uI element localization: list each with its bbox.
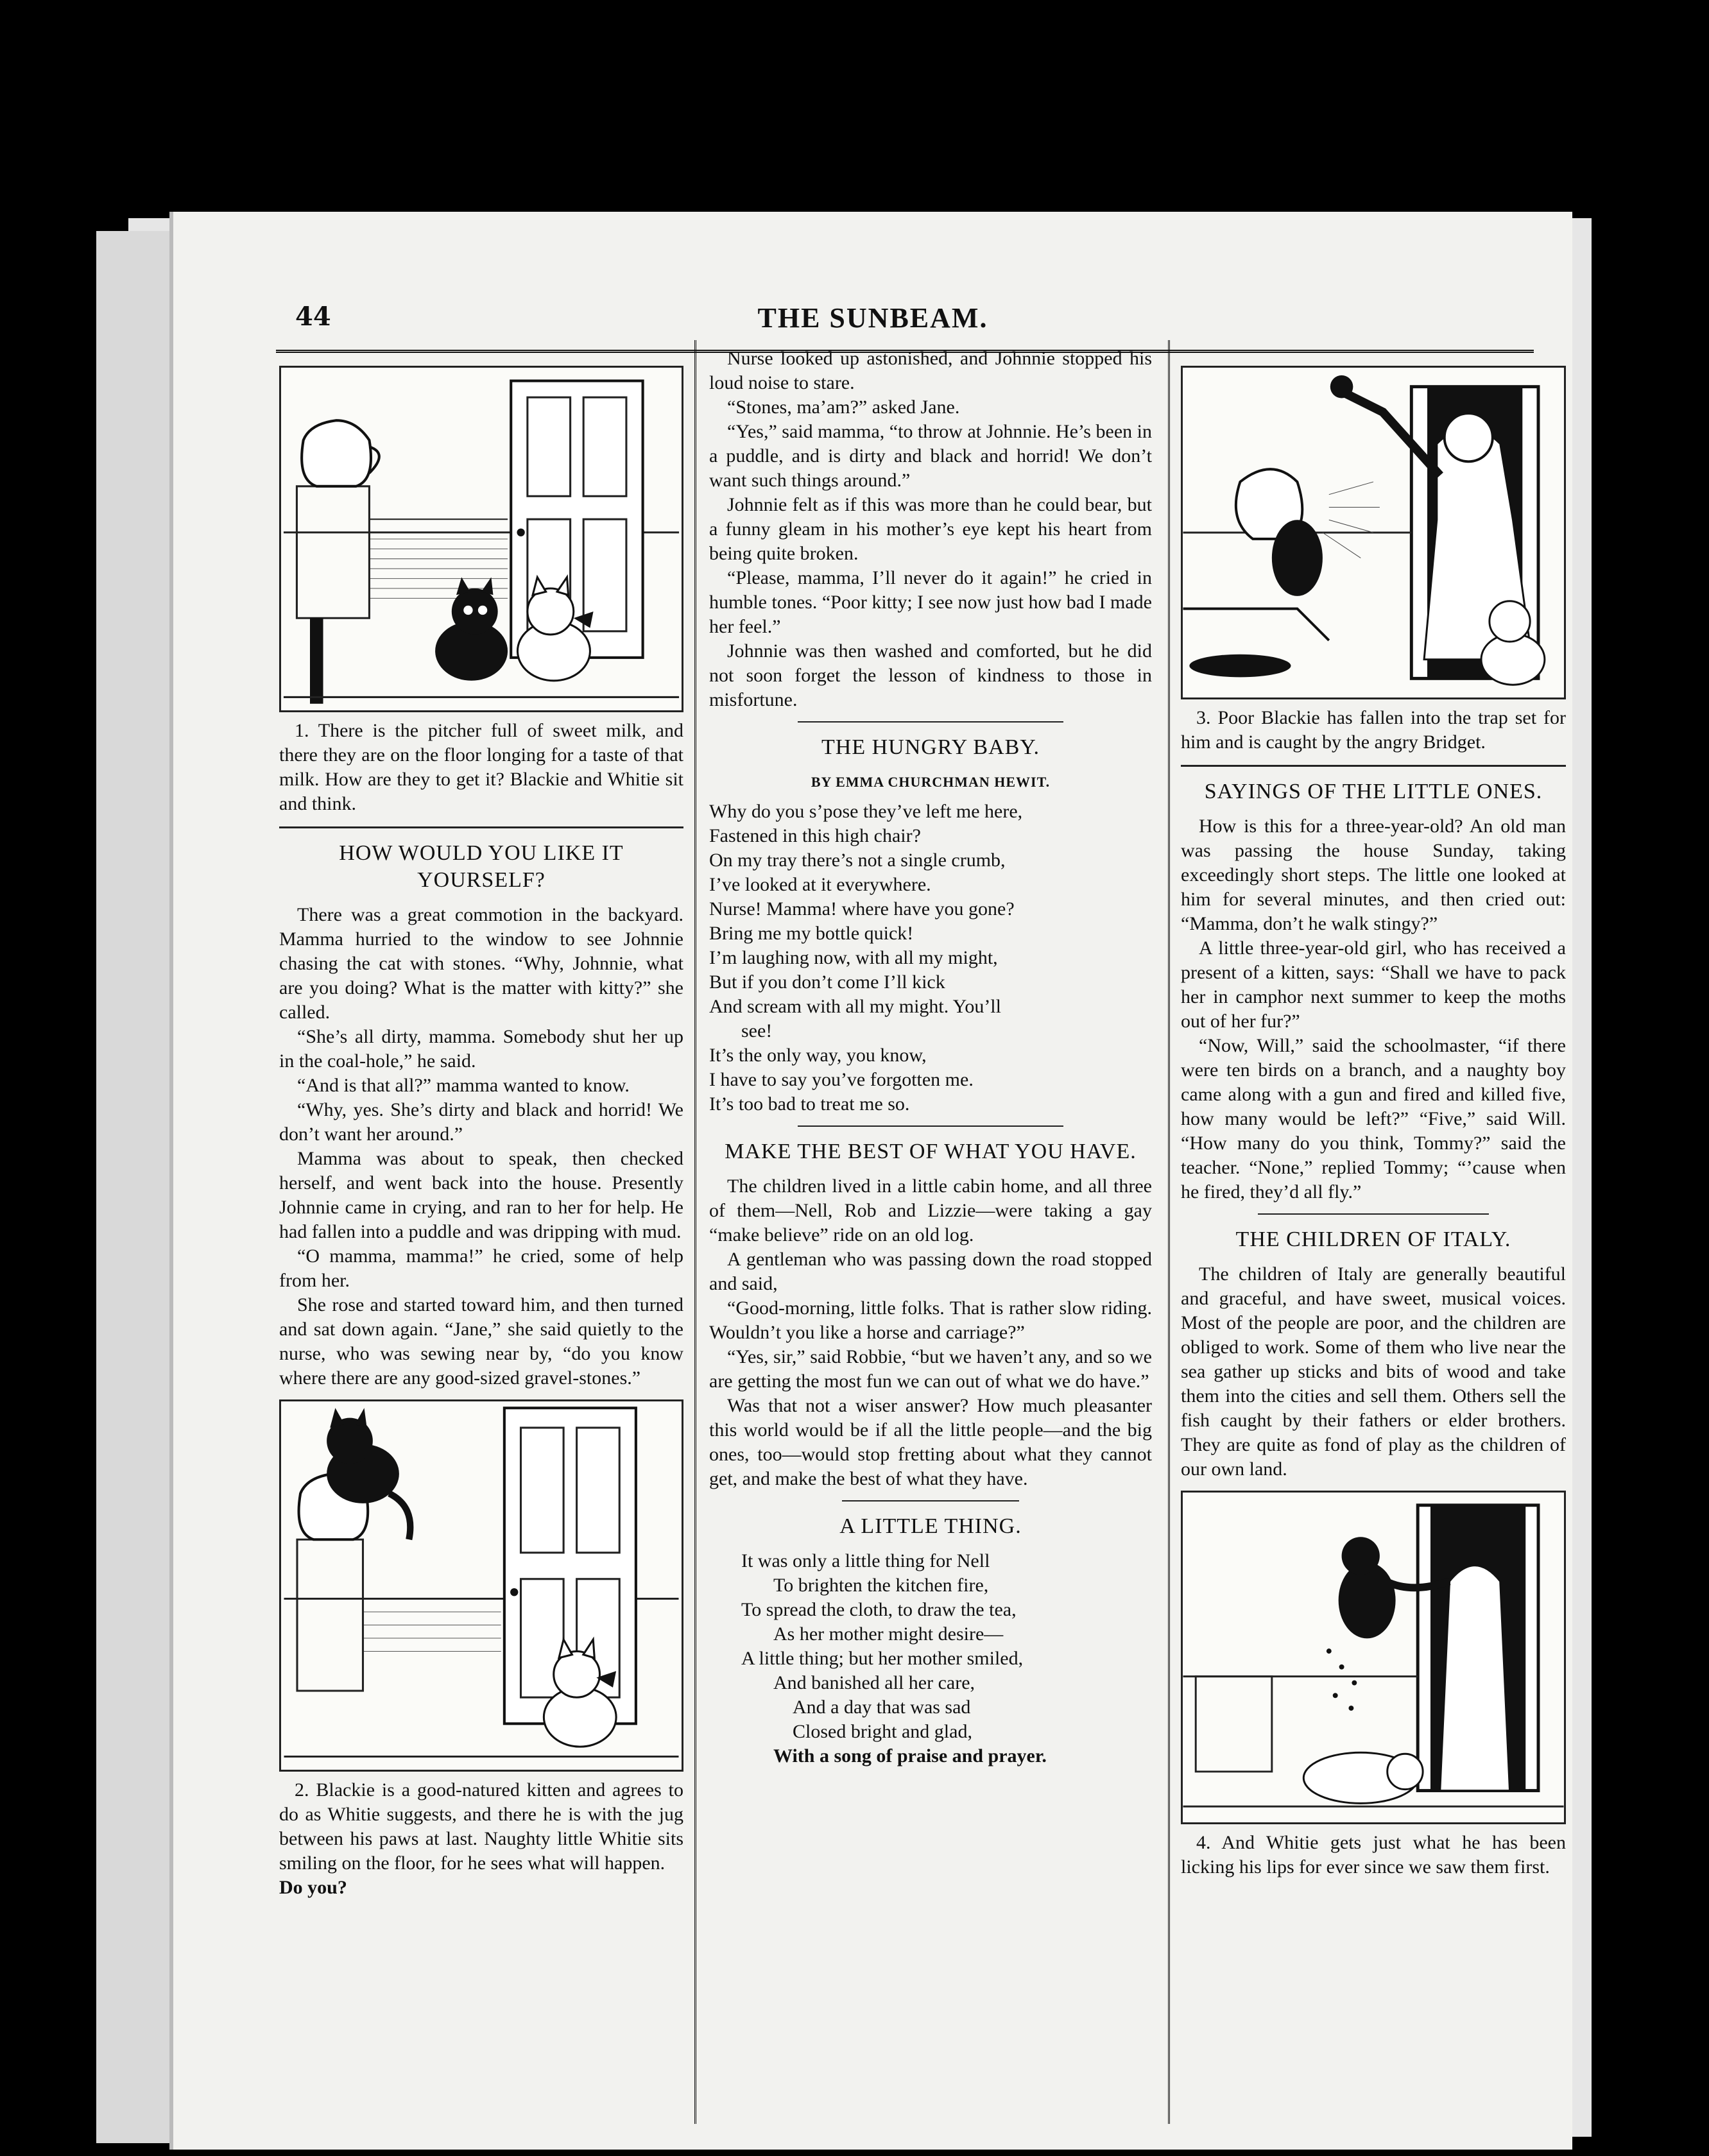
- poem-author: BY EMMA CHURCHMAN HEWIT.: [811, 774, 1051, 790]
- paragraph: She rose and started toward him, and then turned and sat down again. “Jane,” she said quietly to the nurse, who was sewing near by, “do you know where there are any good-sized gravel-stones.”: [279, 1294, 683, 1389]
- poem-title-1: THE HUNGRY BABY.: [821, 735, 1040, 759]
- poem-line: On my tray there’s not a single crumb,: [709, 850, 1006, 871]
- caption-2: 2. Blackie is a good-natured kitten and agrees to do as Whitie suggests, and there he is with the jug between his paws at last. Naughty little Whitie sits smiling on the floor, for he sees what will happen.: [279, 1779, 683, 1874]
- section-rule: [842, 1500, 1019, 1502]
- kittens-pitcher-illustration: [281, 368, 682, 710]
- poem-line: To brighten the kitchen fire,: [773, 1575, 989, 1596]
- poem-line: It’s the only way, you know,: [709, 1045, 927, 1066]
- caption-4: 4. And Whitie gets just what he has been licking his lips for ever since we saw them first.: [1181, 1832, 1566, 1878]
- paragraph: The children of Italy are generally beautiful and graceful, and have sweet, musical voices. Most of the people are poor, and the children are obliged to work. Some of them who live near the sea gather up sticks and bits of wood and take them into the cities and sell them. Others sell the fish caught by their fathers or elder brothers. They are quite as fond of play as the children of our own land.: [1181, 1263, 1566, 1480]
- poem-line: Why do you s’pose they’ve left me here,: [709, 801, 1023, 822]
- paragraph: “Please, mamma, I’ll never do it again!” he cried in humble tones. “Poor kitty; I see now just how bad I made her feel.”: [709, 567, 1152, 637]
- column-divider-1: [694, 340, 696, 2124]
- poem-line: Bring me my bottle quick!: [709, 923, 914, 944]
- caption-2-ending: Do you?: [279, 1877, 347, 1898]
- illustration-3: [1181, 366, 1566, 699]
- poem-title-2: A LITTLE THING.: [839, 1514, 1022, 1538]
- paragraph: “O mamma, mamma!” he cried, some of help from her.: [279, 1245, 683, 1291]
- paragraph: “Why, yes. She’s dirty and black and horrid! We don’t want her around.”: [279, 1099, 683, 1145]
- paragraph: “Good-morning, little folks. That is rather slow riding. Wouldn’t you like a horse and carriage?”: [709, 1297, 1152, 1343]
- poem-line: see!: [741, 1020, 773, 1041]
- illustration-1: [279, 366, 683, 712]
- whitie-milk-illustration: [1183, 1493, 1564, 1822]
- page-header: [173, 302, 1572, 353]
- poem-line: It was only a little thing for Nell: [741, 1550, 990, 1571]
- poem-line: I’m laughing now, with all my might,: [709, 947, 998, 968]
- newspaper-page: [173, 212, 1572, 2150]
- poem-line: And banished all her care,: [773, 1672, 975, 1693]
- poem-line: Fastened in this high chair?: [709, 825, 921, 846]
- paragraph: A little three-year-old girl, who has received a present of a kitten, says: “Shall we have to pack her in camphor next summer to keep the moths out of her fur?”: [1181, 937, 1566, 1032]
- poem-line: It’s too bad to treat me so.: [709, 1093, 910, 1115]
- blackie-jug-illustration: [281, 1401, 682, 1770]
- poem-line: A little thing; but her mother smiled,: [741, 1648, 1024, 1669]
- story-title-1: HOW WOULD YOU LIKE IT YOURSELF?: [339, 841, 624, 892]
- column-divider-2: [1168, 340, 1170, 2124]
- paragraph: The children lived in a little cabin home, and all three of them—Nell, Rob and Lizzie—were taking a gay “make believe” ride on an old log.: [709, 1176, 1152, 1245]
- column-3: [1181, 346, 1566, 2130]
- poem-hungry-baby: [709, 800, 1152, 1116]
- column-1: [279, 346, 683, 2130]
- paragraph: “Stones, ma’am?” asked Jane.: [727, 397, 960, 418]
- poem-line: And a day that was sad: [793, 1697, 971, 1718]
- paragraph: Nurse looked up astonished, and Johnnie stopped his loud noise to stare.: [709, 348, 1152, 393]
- paragraph: “She’s all dirty, mamma. Somebody shut her up in the coal-hole,” he said.: [279, 1026, 683, 1072]
- section-rule: [1181, 765, 1566, 767]
- paragraph: How is this for a three-year-old? An old man was passing the house Sunday, taking exceedingly short steps. The little one looked at him for several minutes, and then cried out: “Mamma, don’t he walk stingy?”: [1181, 816, 1566, 934]
- illustration-4: [1181, 1491, 1566, 1824]
- poem-line: Nurse! Mamma! where have you gone?: [709, 898, 1015, 920]
- poem-line: I’ve looked at it everywhere.: [709, 874, 931, 895]
- section-rule: [798, 721, 1063, 723]
- paragraph: There was a great commotion in the backyard. Mamma hurried to the window to see Johnnie chasing the cat with stones. “Why, Johnnie, what are you doing? What is the matter with kitty?” she called.: [279, 904, 683, 1023]
- poem-line: As her mother might desire—: [773, 1623, 1004, 1645]
- paragraph: Mamma was about to speak, then checked herself, and went back into the house. Presently Johnnie came in crying, and ran to her for help. He had fallen into a puddle and was dripping with mud.: [279, 1148, 683, 1242]
- paragraph: A gentleman who was passing down the road stopped and said,: [709, 1249, 1152, 1294]
- caption-1: 1. There is the pitcher full of sweet milk, and there they are on the floor longing for a taste of that milk. How are they to get it? Blackie and Whitie sit and think.: [279, 720, 683, 814]
- poem-line: And scream with all my might. You’ll: [709, 996, 1001, 1017]
- poem-line: I have to say you’ve forgotten me.: [709, 1069, 974, 1090]
- section-rule: [279, 826, 683, 828]
- paragraph: Was that not a wiser answer? How much pleasanter this world would be if all the little people—and the big ones, too—would stop fretting about what they cannot get, and make the best of what they have.: [709, 1395, 1152, 1489]
- paragraph: “Yes, sir,” said Robbie, “but we haven’t any, and so we are getting the most fun we can out of what we do have.”: [709, 1346, 1152, 1392]
- italy-title: THE CHILDREN OF ITALY.: [1235, 1228, 1511, 1251]
- story-title-2: MAKE THE BEST OF WHAT YOU HAVE.: [725, 1140, 1137, 1163]
- poem-line: But if you don’t come I’ll kick: [709, 971, 945, 993]
- poem-little-thing: [709, 1549, 1152, 1768]
- paragraph: “And is that all?” mamma wanted to know.: [297, 1075, 630, 1096]
- section-rule: [798, 1125, 1063, 1127]
- caption-3: 3. Poor Blackie has fallen into the trap set for him and is caught by the angry Bridget.: [1181, 707, 1566, 753]
- masthead-title: THE SUNBEAM.: [757, 302, 988, 334]
- page-number: 44: [295, 302, 331, 332]
- paragraph: “Yes,” said mamma, “to throw at Johnnie. He’s been in a puddle, and is dirty and black and horrid! We don’t want such things around.”: [709, 421, 1152, 491]
- sayings-title: SAYINGS OF THE LITTLE ONES.: [1204, 780, 1543, 803]
- paragraph: Johnnie felt as if this was more than he could bear, but a funny gleam in his mother’s eye kept his heart from being quite broken.: [709, 494, 1152, 564]
- column-2: [709, 346, 1152, 2130]
- illustration-2: [279, 1399, 683, 1772]
- paragraph: Johnnie was then washed and comforted, but he did not soon forget the lesson of kindness to those in misfortune.: [709, 640, 1152, 710]
- paragraph: “Now, Will,” said the schoolmaster, “if there were ten birds on a branch, and a naughty boy came along with a gun and fired and killed five, how many would be left?” “Five,” said Will. “How many do you think, Tommy?” said the teacher. “None,” replied Tommy; “’cause when he fired, they’d all fly.”: [1181, 1035, 1566, 1202]
- bridget-illustration: [1183, 368, 1564, 697]
- poem-line: To spread the cloth, to draw the tea,: [741, 1599, 1017, 1620]
- poem-line: Closed bright and glad,: [793, 1721, 972, 1742]
- poem-line: With a song of praise and prayer.: [773, 1745, 1047, 1767]
- section-rule: [1258, 1213, 1489, 1215]
